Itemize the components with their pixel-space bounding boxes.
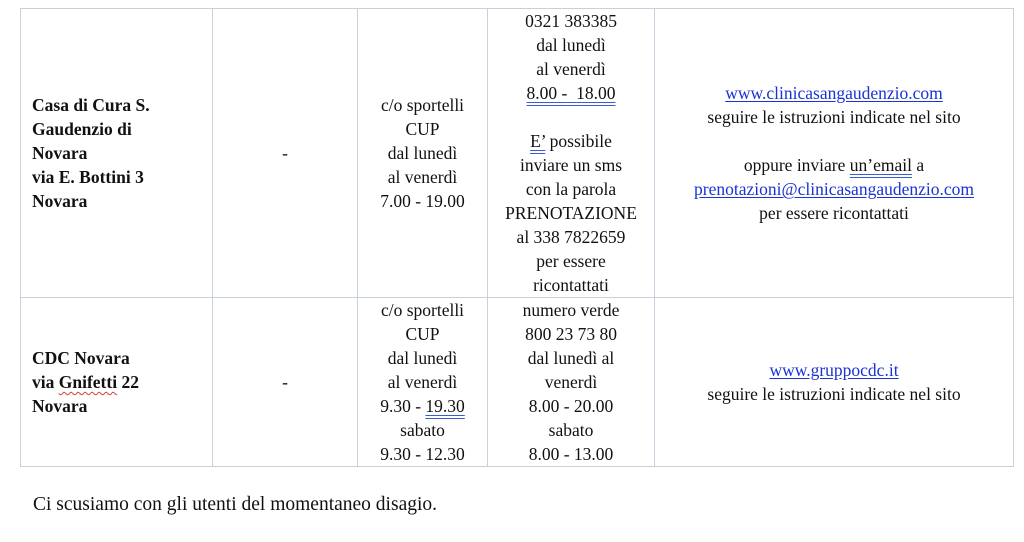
clinic-name-cell	[21, 9, 213, 298]
online-booking-cell	[655, 9, 1014, 298]
desk-line: CUP	[405, 324, 440, 344]
desk-hours-end: 19.30	[425, 396, 465, 416]
instructions-text: seguire le istruzioni indicate nel sito	[707, 107, 961, 127]
dash-text: -	[282, 372, 288, 392]
sms-line	[488, 129, 654, 153]
desk-line: dal lunedì	[387, 143, 458, 163]
desk-line: sabato	[400, 420, 445, 440]
phone-number: 800 23 73 80	[525, 324, 617, 344]
empty-dash-cell	[213, 298, 358, 467]
addr-prefix: via	[32, 372, 59, 392]
addr-number: 22	[117, 372, 139, 392]
desk-line: al venerdì	[387, 372, 458, 392]
clinic-name-line: Casa di Cura S.	[32, 95, 150, 115]
clinics-table	[20, 8, 1014, 467]
clinic-address-line: via E. Bottini 3	[32, 167, 144, 187]
desk-hours: 9.30 - 12.30	[380, 444, 465, 464]
phone-booking-cell	[488, 9, 655, 298]
clinic-city-line: Novara	[32, 191, 88, 211]
spacer	[488, 105, 654, 129]
email-alt-a: oppure inviare	[743, 155, 850, 175]
phone-days: al venerdì	[536, 59, 606, 79]
email-line	[655, 177, 1013, 201]
phone-hours	[488, 81, 654, 105]
email-alt-line	[655, 153, 1013, 177]
desk-line: al venerdì	[387, 167, 458, 187]
desk-hours	[358, 394, 487, 418]
desk-hours: 7.00 - 19.00	[380, 191, 465, 211]
sms-line: per essere	[536, 251, 606, 271]
sms-line: con la parola	[525, 179, 617, 199]
desk-line: c/o sportelli	[380, 95, 465, 115]
phone-days: sabato	[548, 420, 594, 440]
sms-line: inviare un sms	[519, 155, 623, 175]
sms-line: ricontattati	[533, 275, 609, 295]
spacer	[655, 129, 1013, 153]
phone-days: dal lunedì	[536, 35, 606, 55]
phone-days: dal lunedì al	[527, 348, 615, 368]
desk-line: CUP	[405, 119, 440, 139]
website-link[interactable]: www.clinicasangaudenzio.com	[725, 83, 943, 103]
table-row	[21, 298, 1014, 467]
sms-possibile: possibile	[549, 131, 612, 151]
website-line	[655, 358, 1013, 382]
recall-text: per essere ricontattati	[759, 203, 909, 223]
instructions-text: seguire le istruzioni indicate nel sito	[707, 384, 961, 404]
phone-hours-end-text: 18.00	[576, 83, 616, 103]
phone-days: venerdì	[544, 372, 598, 392]
clinic-name-cell	[21, 298, 213, 467]
empty-dash-cell	[213, 9, 358, 298]
clinic-city-line: Novara	[32, 396, 88, 416]
sms-number: al 338 7822659	[516, 227, 626, 247]
email-alt-b: un’email	[849, 155, 912, 175]
dash-text: -	[282, 143, 288, 163]
desk-line: c/o sportelli	[380, 300, 465, 320]
sms-e: E’	[530, 131, 546, 151]
desk-hours-start: 9.30 -	[380, 396, 426, 416]
phone-booking-cell	[488, 298, 655, 467]
email-alt-c: a	[911, 155, 925, 175]
table-row	[21, 9, 1014, 298]
email-link[interactable]: prenotazioni@clinicasangaudenzio.com	[694, 179, 974, 199]
website-line	[655, 81, 1013, 105]
phone-hours: 8.00 - 20.00	[528, 396, 614, 416]
desk-hours-cell	[358, 298, 488, 467]
website-link[interactable]: www.gruppocdc.it	[769, 360, 899, 380]
phone-hours-start: 8.00 -	[526, 83, 568, 103]
desk-line: dal lunedì	[387, 348, 458, 368]
phone-hours: 8.00 - 13.00	[528, 444, 614, 464]
sms-keyword: PRENOTAZIONE	[505, 203, 637, 223]
clinic-name-line: CDC Novara	[32, 348, 130, 368]
footer-apology-text: Ci scusiamo con gli utenti del momentaneo disagio.	[33, 494, 438, 515]
clinic-name-line: Novara	[32, 143, 88, 163]
phone-number: 0321 383385	[525, 11, 617, 31]
clinic-name-line: Gaudenzio di	[32, 119, 132, 139]
online-booking-cell	[655, 298, 1014, 467]
desk-hours-cell	[358, 9, 488, 298]
phone-line: numero verde	[522, 300, 620, 320]
addr-street: Gnifetti	[58, 372, 118, 392]
phone-hours-end	[567, 83, 615, 103]
clinic-address-line	[32, 370, 212, 394]
